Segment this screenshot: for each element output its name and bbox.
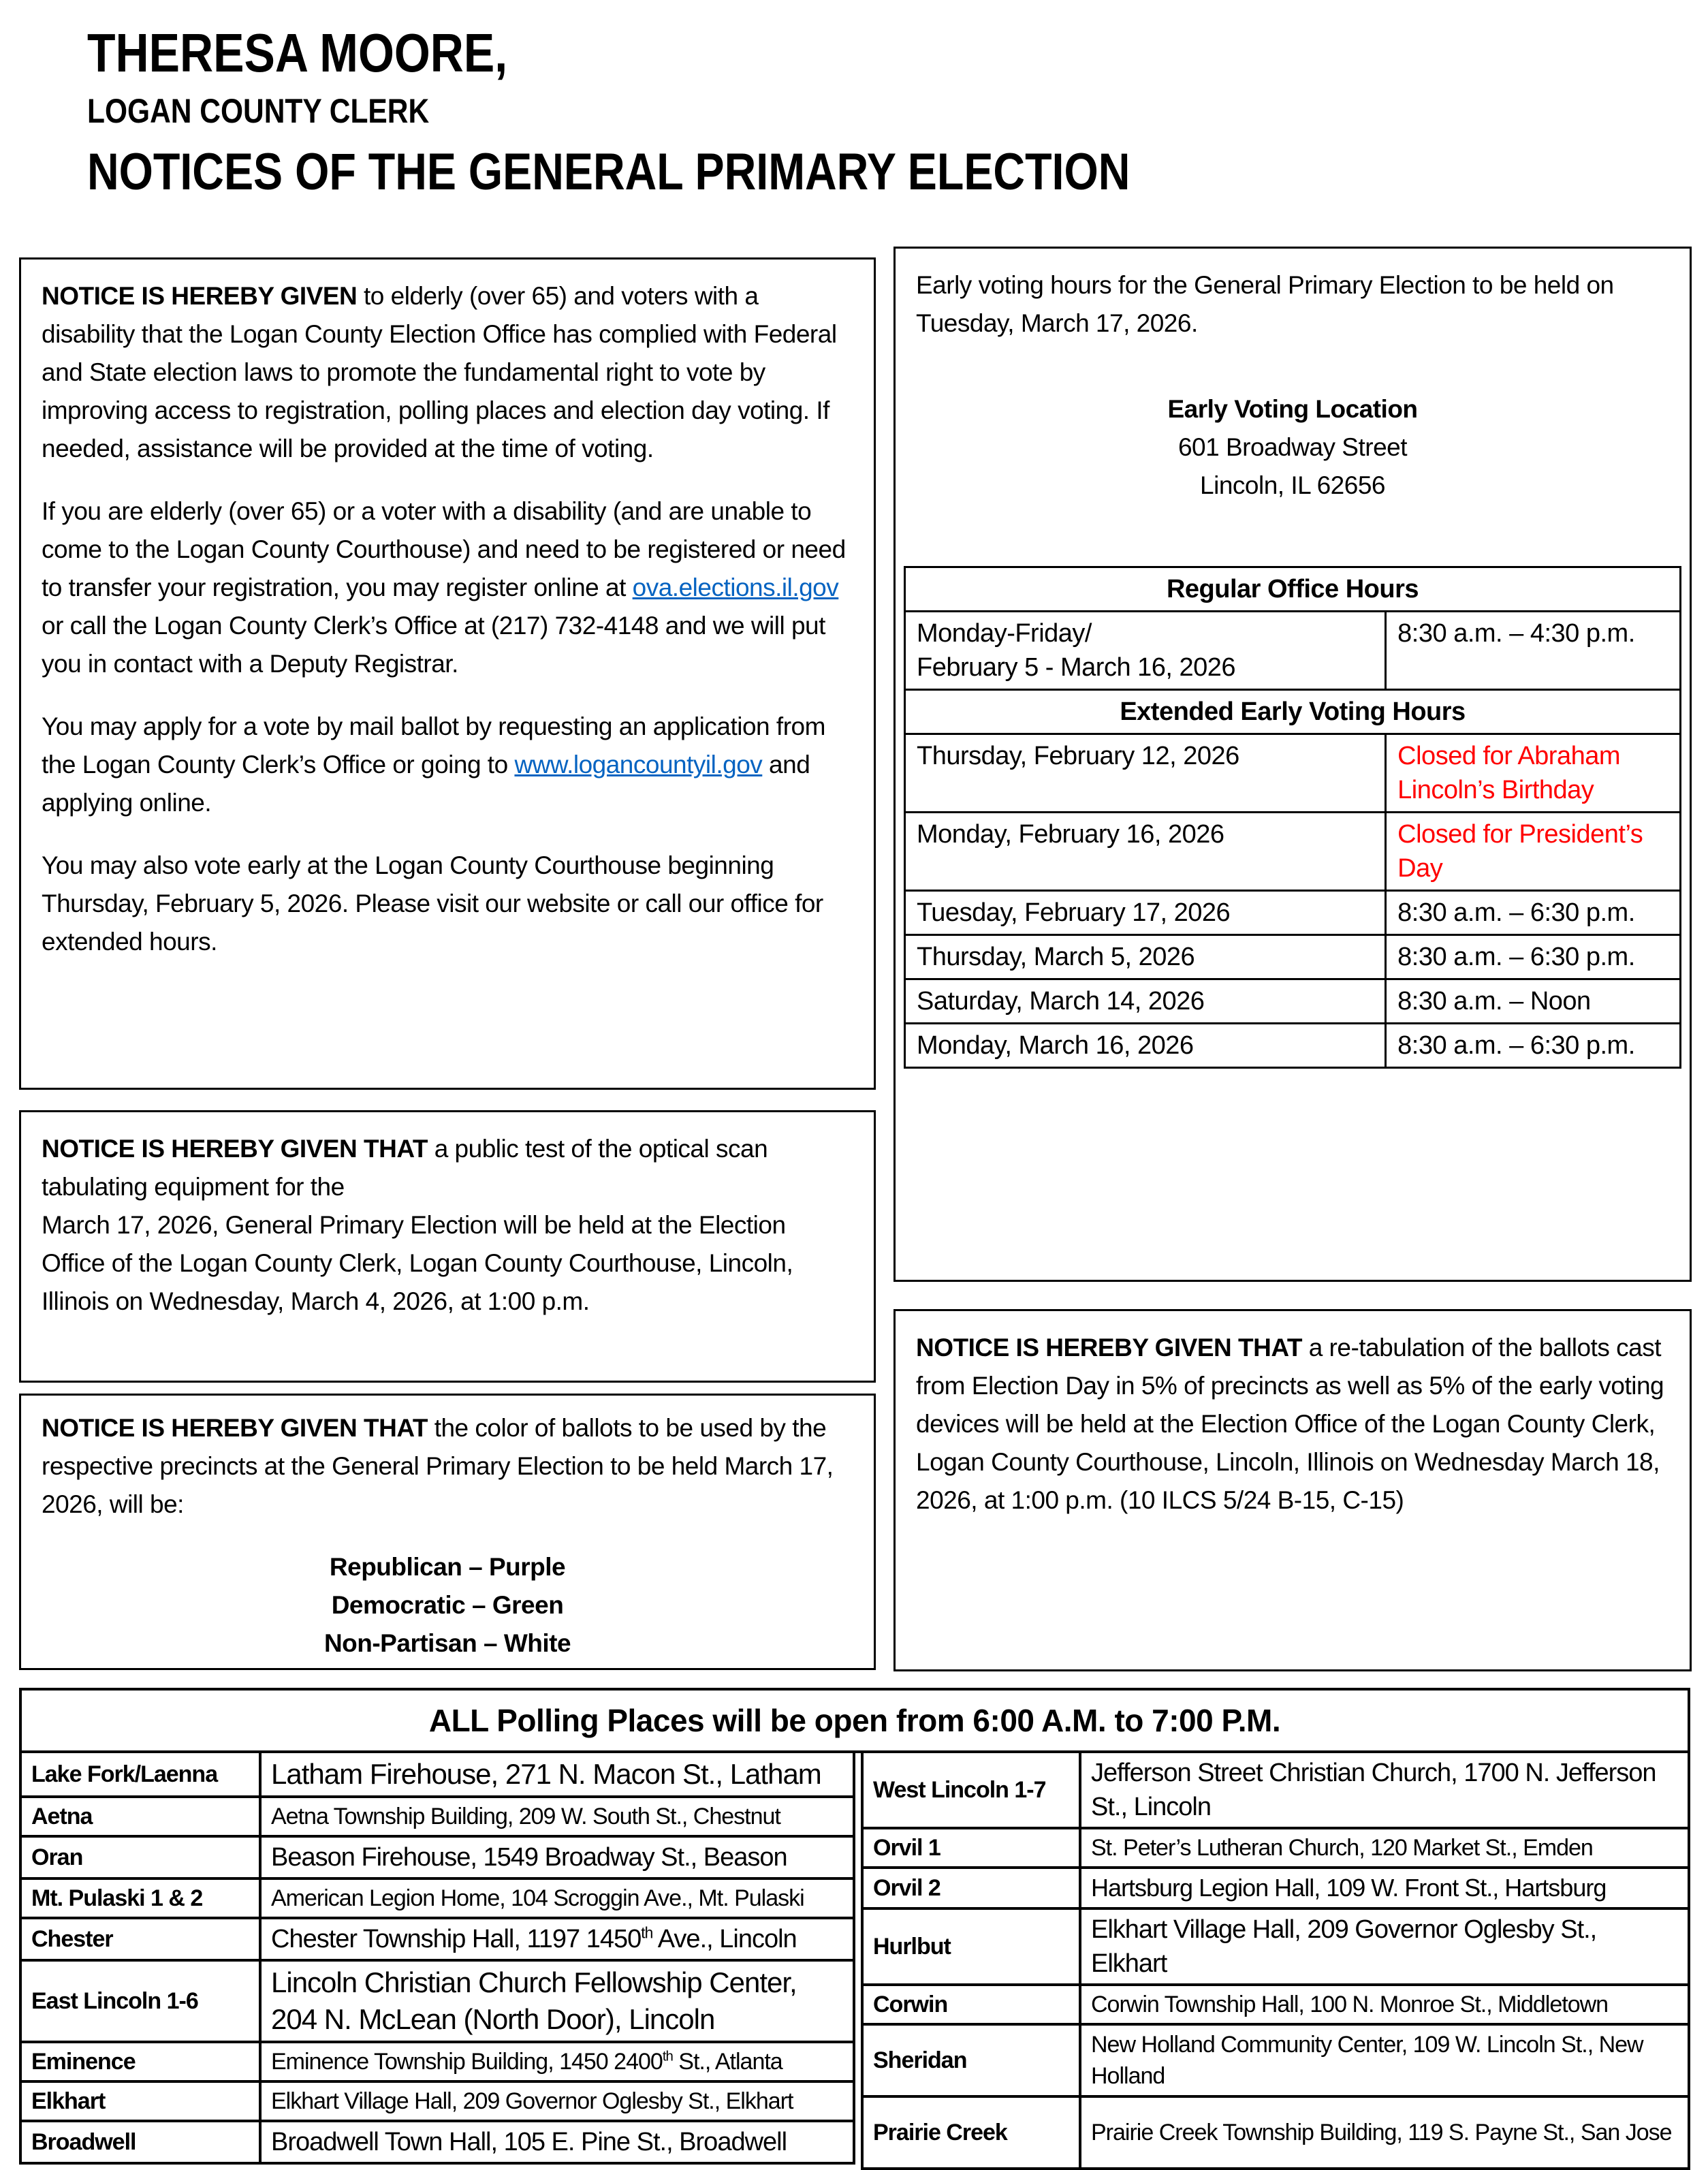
- precinct-name: Orvil 1: [862, 1828, 1080, 1868]
- polling-address: New Holland Community Center, 109 W. Lincoln St., New Holland: [1080, 2024, 1689, 2096]
- ballot-color-democratic: Democratic – Green: [331, 1591, 564, 1619]
- notice-lead-in: NOTICE IS HEREBY GIVEN THAT: [42, 1135, 428, 1163]
- polling-address: Latham Firehouse, 271 N. Macon St., Latham: [260, 1752, 854, 1797]
- notice-accessibility-paragraph-1: [42, 277, 853, 468]
- polling-address-text: Eminence Township Building, 1450 2400: [271, 2049, 663, 2075]
- extended-hours-header: Extended Early Voting Hours: [905, 690, 1681, 734]
- polling-address-superscript: th: [662, 2049, 673, 2064]
- polling-address: [260, 1918, 854, 1960]
- polling-places-header: ALL Polling Places will be open from 6:00 A.M. to 7:00 P.M.: [19, 1688, 1690, 1753]
- precinct-name: East Lincoln 1-6: [20, 1960, 260, 2042]
- notice-text: You may also vote early at the Logan County Courthouse beginning Thursday, February 5, 2026. Please visit our website or call our office for extended hours.: [42, 851, 823, 956]
- early-voting-address-line2: Lincoln, IL 62656: [1200, 471, 1385, 499]
- polling-address-text: St., Atlanta: [672, 2049, 782, 2075]
- notice-accessibility-paragraph-4: [42, 847, 853, 961]
- polling-row: [20, 2042, 854, 2081]
- notice-retabulation: [893, 1309, 1692, 1671]
- ballot-color-republican: Republican – Purple: [329, 1553, 566, 1581]
- notice-text: a re-tabulation of the ballots cast from Election Day in 5% of precincts as well as 5% of the early voting devices will be held at the Election Office of the Logan County Clerk, Logan County Courthouse, Lincoln, Illinois on Wednesday March 18, 2026, at 1:00 p.m. (10 ILCS 5/24 B-15, C-15): [916, 1334, 1664, 1514]
- regular-hours-time: 8:30 a.m. – 4:30 p.m.: [1386, 612, 1681, 690]
- extended-hours-row: [905, 734, 1681, 813]
- notice-ballot-colors: [19, 1394, 876, 1670]
- notice-text: to elderly (over 65) and voters with a disability that the Logan County Election Office has complied with Federal and State election laws to promote the fundamental right to vote by improving access to registration, polling places and election day voting. If needed, assistance will be provided at the time of voting.: [42, 282, 837, 462]
- notice-public-test-paragraph: [42, 1130, 853, 1321]
- polling-address-superscript: th: [641, 1923, 653, 1942]
- notice-lead-in: NOTICE IS HEREBY GIVEN: [42, 282, 358, 310]
- notice-text: You may apply for a vote by mail ballot by requesting an application from the Logan County Clerk’s Office or going to: [42, 712, 825, 779]
- polling-address: Beason Firehouse, 1549 Broadway St., Beason: [260, 1836, 854, 1878]
- precinct-name: Oran: [20, 1836, 260, 1878]
- notice-lead-in: NOTICE IS HEREBY GIVEN THAT: [42, 1414, 428, 1442]
- regular-hours-row: [905, 612, 1681, 690]
- notice-text: the color of ballots to be used by the respective precincts at the General Primary Election to be held March 17, 2026, will be:: [42, 1414, 834, 1518]
- precinct-name: Sheridan: [862, 2024, 1080, 2096]
- regular-hours-header-row: [905, 567, 1681, 612]
- precinct-name: Hurlbut: [862, 1908, 1080, 1985]
- extended-hours-date: Monday, March 16, 2026: [905, 1024, 1386, 1068]
- polling-address: Lincoln Christian Church Fellowship Center, 204 N. McLean (North Door), Lincoln: [260, 1960, 854, 2042]
- extended-hours-date: Tuesday, February 17, 2026: [905, 891, 1386, 935]
- polling-row: [20, 2081, 854, 2121]
- early-voting-location: [916, 390, 1669, 505]
- polling-address-text: Chester Township Hall, 1197 1450: [271, 1925, 642, 1953]
- polling-row: [862, 1752, 1689, 1828]
- notice-text: a public test of the optical scan tabulating equipment for the: [42, 1135, 768, 1201]
- precinct-name: Prairie Creek: [862, 2096, 1080, 2169]
- extended-hours-time: 8:30 a.m. – 6:30 p.m.: [1386, 935, 1681, 979]
- precinct-name: Orvil 2: [862, 1868, 1080, 1908]
- notice-accessibility: [19, 257, 876, 1090]
- extended-hours-row: [905, 935, 1681, 979]
- precinct-name: Aetna: [20, 1797, 260, 1836]
- polling-row: [862, 1868, 1689, 1908]
- ova-elections-link[interactable]: ova.elections.il.gov: [632, 573, 839, 601]
- polling-address: Prairie Creek Township Building, 119 S. Payne St., San Jose: [1080, 2096, 1689, 2169]
- early-voting-address-line1: 601 Broadway Street: [1177, 433, 1408, 461]
- precinct-name: Corwin: [862, 1985, 1080, 2024]
- polling-table-right: [861, 1750, 1690, 2170]
- notice-lead-in: NOTICE IS HEREBY GIVEN THAT: [916, 1334, 1302, 1362]
- page-title-text: NOTICES OF THE GENERAL PRIMARY ELECTION: [87, 143, 1130, 201]
- polling-table-left: [19, 1750, 855, 2165]
- regular-hours-dates: [905, 612, 1386, 690]
- polling-address: Aetna Township Building, 209 W. South St., Chestnut: [260, 1797, 854, 1836]
- notice-retabulation-paragraph: [916, 1329, 1669, 1520]
- notice-text: If you are elderly (over 65) or a voter with a disability (and are unable to come to the Logan County Courthouse) and need to be registered or need to transfer your registration, you may register online at: [42, 497, 846, 601]
- polling-address: [260, 2042, 854, 2081]
- notice-text: and applying online.: [42, 751, 810, 817]
- extended-hours-time: 8:30 a.m. – Noon: [1386, 979, 1681, 1024]
- regular-hours-header: Regular Office Hours: [905, 567, 1681, 612]
- clerk-title: [87, 93, 1314, 130]
- polling-row: [20, 2121, 854, 2163]
- extended-hours-row: [905, 979, 1681, 1024]
- polling-address: St. Peter’s Lutheran Church, 120 Market St., Emden: [1080, 1828, 1689, 1868]
- precinct-name: West Lincoln 1-7: [862, 1752, 1080, 1828]
- clerk-name-text: THERESA MOORE,: [87, 22, 508, 83]
- extended-hours-date: Thursday, March 5, 2026: [905, 935, 1386, 979]
- extended-hours-date: Thursday, February 12, 2026: [905, 734, 1386, 813]
- polling-address: American Legion Home, 104 Scroggin Ave., Mt. Pulaski: [260, 1878, 854, 1918]
- extended-hours-status: Closed for Abraham Lincoln’s Birthday: [1386, 734, 1681, 813]
- ballot-color-list: [42, 1548, 853, 1663]
- precinct-name: Mt. Pulaski 1 & 2: [20, 1878, 260, 1918]
- page-title: [87, 144, 1314, 201]
- polling-row: [862, 1985, 1689, 2024]
- extended-hours-date: Saturday, March 14, 2026: [905, 979, 1386, 1024]
- early-voting-intro: Early voting hours for the General Primary Election to be held on Tuesday, March 17, 2026.: [916, 271, 1614, 337]
- extended-hours-date: Monday, February 16, 2026: [905, 813, 1386, 891]
- polling-row: [862, 2024, 1689, 2096]
- polling-row: [20, 1797, 854, 1836]
- polling-address: Hartsburg Legion Hall, 109 W. Front St., Hartsburg: [1080, 1868, 1689, 1908]
- extended-hours-time: 8:30 a.m. – 6:30 p.m.: [1386, 1024, 1681, 1068]
- extended-hours-row: [905, 813, 1681, 891]
- polling-address: Elkhart Village Hall, 209 Governor Oglesby St., Elkhart: [260, 2081, 854, 2121]
- notice-accessibility-paragraph-3: [42, 708, 853, 822]
- polling-address: Jefferson Street Christian Church, 1700 N. Jefferson St., Lincoln: [1080, 1752, 1689, 1828]
- clerk-name: [87, 23, 1314, 83]
- office-hours-table: [904, 566, 1681, 1069]
- polling-address-text: Ave., Lincoln: [652, 1925, 797, 1953]
- precinct-name: Chester: [20, 1918, 260, 1960]
- polling-row: [862, 1828, 1689, 1868]
- polling-places-tables: [19, 1750, 1690, 2170]
- polling-places-section: [19, 1688, 1690, 2170]
- regular-hours-label-line2: February 5 - March 16, 2026: [917, 653, 1236, 682]
- regular-hours-label-line1: Monday-Friday/: [917, 619, 1092, 648]
- polling-row: [20, 1960, 854, 2042]
- polling-row: [862, 2096, 1689, 2169]
- logan-county-link[interactable]: www.logancountyil.gov: [514, 751, 763, 779]
- notice-accessibility-paragraph-2: [42, 492, 853, 683]
- extended-hours-status: Closed for President’s Day: [1386, 813, 1681, 891]
- extended-hours-row: [905, 1024, 1681, 1068]
- polling-row: [20, 1878, 854, 1918]
- extended-hours-row: [905, 891, 1681, 935]
- notice-text: March 17, 2026, General Primary Election will be held at the Election Office of the Logan County Clerk, Logan County Courthouse, Lincoln, Illinois on Wednesday, March 4, 2026, at 1:00 p.m.: [42, 1211, 793, 1315]
- notice-ballot-colors-paragraph: [42, 1409, 853, 1524]
- precinct-name: Lake Fork/Laenna: [20, 1752, 260, 1797]
- polling-address: Broadwell Town Hall, 105 E. Pine St., Broadwell: [260, 2121, 854, 2163]
- early-voting-notice: [893, 247, 1692, 1282]
- notice-text: or call the Logan County Clerk’s Office at (217) 732-4148 and we will put you in contact with a Deputy Registrar.: [42, 612, 825, 678]
- early-voting-location-heading: Early Voting Location: [1167, 395, 1418, 423]
- polling-address: Corwin Township Hall, 100 N. Monroe St., Middletown: [1080, 1985, 1689, 2024]
- polling-row: [20, 1918, 854, 1960]
- precinct-name: Eminence: [20, 2042, 260, 2081]
- ballot-color-nonpartisan: Non-Partisan – White: [323, 1629, 571, 1657]
- precinct-name: Broadwell: [20, 2121, 260, 2163]
- notice-public-test: [19, 1110, 876, 1383]
- polling-row: [20, 1836, 854, 1878]
- polling-row: [862, 1908, 1689, 1985]
- precinct-name: Elkhart: [20, 2081, 260, 2121]
- masthead: [87, 23, 1314, 201]
- extended-hours-time: 8:30 a.m. – 6:30 p.m.: [1386, 891, 1681, 935]
- clerk-title-text: LOGAN COUNTY CLERK: [87, 92, 430, 130]
- polling-row: [20, 1752, 854, 1797]
- polling-address: Elkhart Village Hall, 209 Governor Oglesby St., Elkhart: [1080, 1908, 1689, 1985]
- extended-hours-header-row: [905, 690, 1681, 734]
